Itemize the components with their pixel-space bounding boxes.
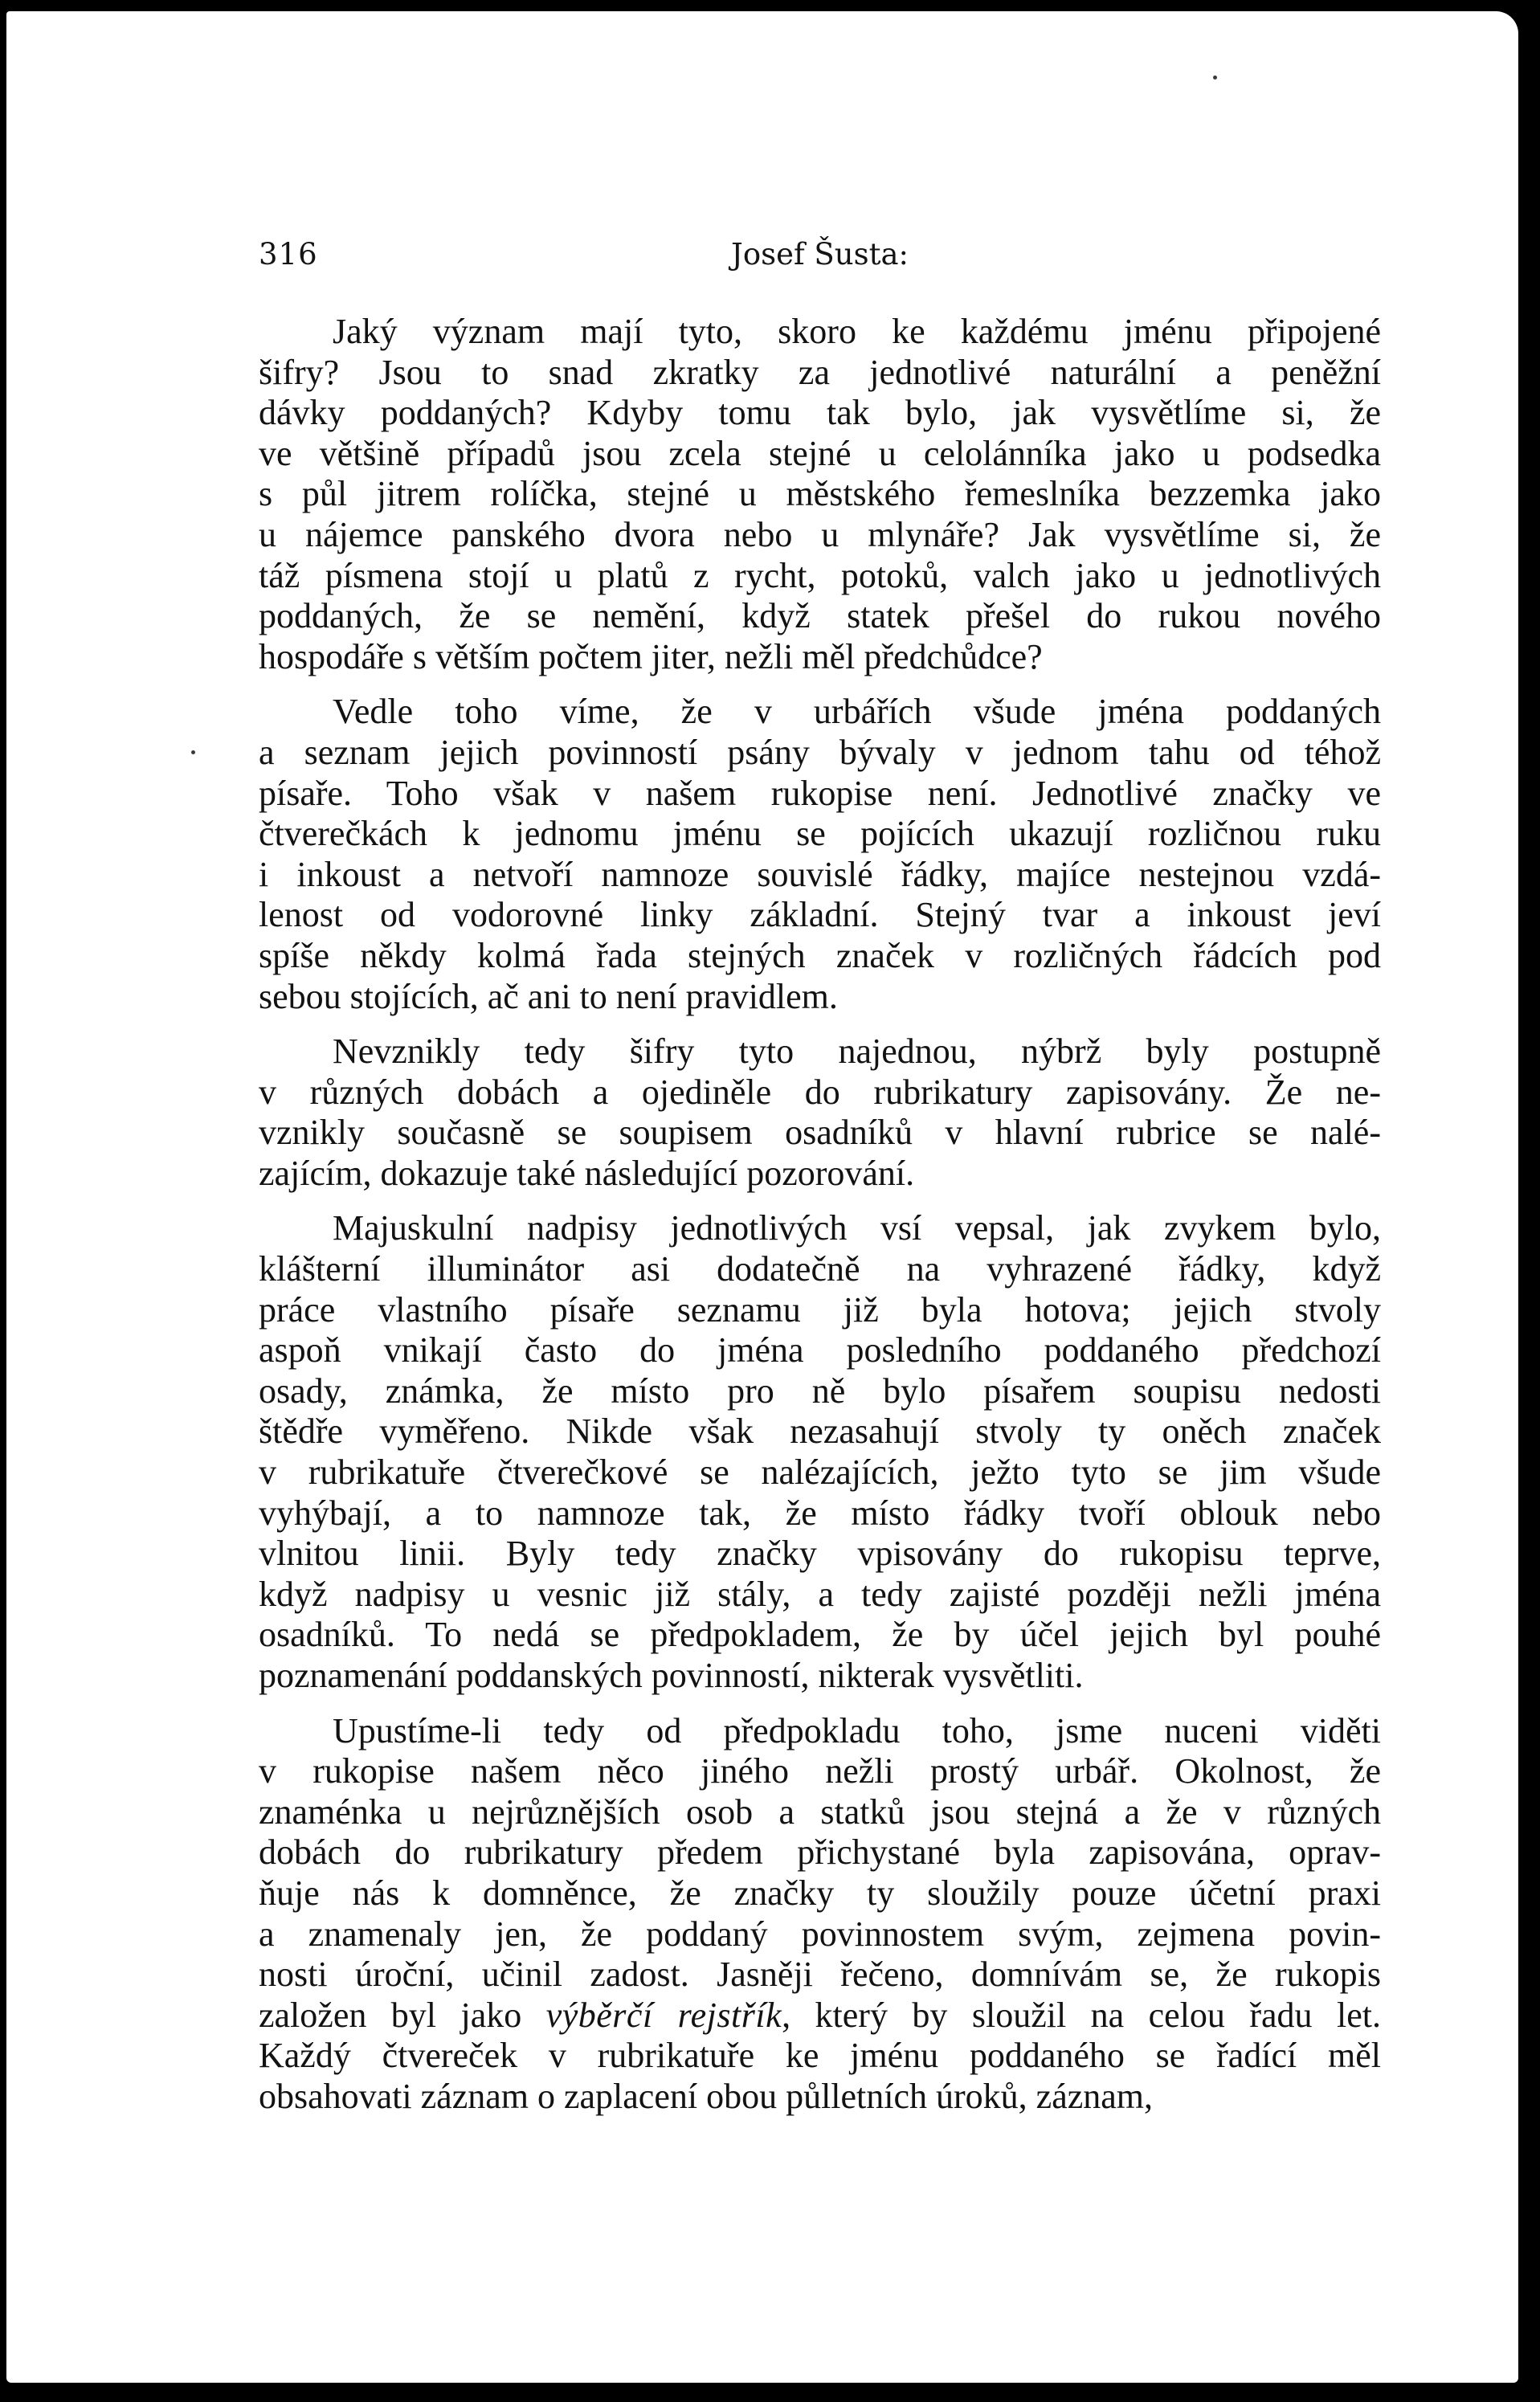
text-line: s půl jitrem rolíčka, stejné u městského řemeslníka bezzemka jako bbox=[259, 474, 1381, 514]
text-line: dávky poddaných? Kdyby tomu tak bylo, jak vysvětlíme si, že bbox=[259, 393, 1381, 433]
text-line: když nadpisy u vesnic již stály, a tedy zajisté později nežli jména bbox=[259, 1574, 1381, 1614]
text-line: vyhýbají, a to namnoze tak, že místo řádky tvoří oblouk nebo bbox=[259, 1493, 1381, 1533]
text-line: lenost od vodorovné linky základní. Stejný tvar a inkoust jeví bbox=[259, 895, 1381, 935]
text-line: osady, známka, že místo pro ně bylo písařem soupisu nedosti bbox=[259, 1371, 1381, 1411]
text-line: osadníků. To nedá se předpokladem, že by účel jejich byl pouhé bbox=[259, 1615, 1381, 1655]
paper-speck bbox=[1213, 76, 1217, 80]
text-line: zajícím, dokazuje také následující pozorování. bbox=[259, 1153, 915, 1193]
body-text bbox=[259, 312, 1381, 2132]
text-line: písaře. Toho však v našem rukopise není. Jednotlivé značky ve bbox=[259, 773, 1381, 813]
text-line: Nevznikly tedy šifry tyto najednou, nýbrž byly postupně bbox=[333, 1031, 1381, 1072]
page-header bbox=[259, 237, 1381, 285]
text-line: Majuskulní nadpisy jednotlivých vsí vepsal, jak zvykem bylo, bbox=[333, 1208, 1381, 1248]
text-line: hospodáře s větším počtem jiter, nežli měl předchůdce? bbox=[259, 636, 1043, 676]
paragraph-4 bbox=[259, 1208, 1381, 1696]
paragraph-5 bbox=[259, 1711, 1381, 2118]
text-line: znaménka u nejrůznějších osob a statků jsou stejná a že v různých bbox=[259, 1791, 1381, 1832]
text-line: štědře vyměřeno. Nikde však nezasahují stvoly ty oněch značek bbox=[259, 1411, 1381, 1452]
text-line: ve většině případů jsou zcela stejné u celolánníka jako u podsedka bbox=[259, 433, 1381, 473]
text-line: i inkoust a netvoří namnoze souvislé řádky, majíce nestejnou vzdá- bbox=[259, 854, 1381, 894]
text-line: v různých dobách a ojediněle do rubrikatury zapisovány. Že ne- bbox=[259, 1072, 1381, 1112]
text-line: Vedle toho víme, že v urbářích všude jména poddaných bbox=[333, 692, 1381, 732]
paper-speck bbox=[191, 750, 195, 754]
text-line: spíše někdy kolmá řada stejných značek v rozličných řádcích pod bbox=[259, 935, 1381, 975]
text-line: Jaký význam mají tyto, skoro ke každému jménu připojené bbox=[333, 312, 1381, 351]
paragraph-2 bbox=[259, 692, 1381, 1017]
text-line: dobách do rubrikatury předem přichystané byla zapisována, oprav- bbox=[259, 1832, 1381, 1873]
text-line: obsahovati záznam o zaplacení obou půlletních úroků, záznam, bbox=[259, 2076, 1154, 2116]
running-title: Josef Šusta: bbox=[730, 237, 909, 272]
paragraph-1 bbox=[259, 312, 1381, 677]
text-line: a znamenaly jen, že poddaný povinnostem svým, zejmena povin- bbox=[259, 1914, 1381, 1954]
text-line: nosti úroční, učinil zadost. Jasněji řečeno, domnívám se, že rukopis bbox=[259, 1955, 1381, 1995]
text-line: poddaných, že se nemění, když statek přešel do rukou nového bbox=[259, 596, 1381, 636]
text-line: Upustíme-li tedy od předpokladu toho, jsme nuceni viděti bbox=[333, 1710, 1381, 1750]
text-line: u nájemce panského dvora nebo u mlynáře? Jak vysvětlíme si, že bbox=[259, 514, 1381, 554]
text-line: čtverečkách k jednomu jménu se pojících ukazují rozličnou ruku bbox=[259, 814, 1381, 854]
text-line: v rukopise našem něco jiného nežli prostý urbář. Okolnost, že bbox=[259, 1751, 1381, 1791]
italic-term: výběrčí rejstřík bbox=[545, 1995, 782, 2035]
paragraph-3 bbox=[259, 1031, 1381, 1194]
text-line: klášterní illuminátor asi dodatečně na vyhrazené řádky, když bbox=[259, 1249, 1381, 1289]
text-line: práce vlastního písaře seznamu již byla hotova; jejich stvoly bbox=[259, 1289, 1381, 1330]
text-line: v rubrikatuře čtverečkové se nalézajících, ježto tyto se jim všude bbox=[259, 1452, 1381, 1493]
text-line: založen byl jako výběrčí rejstřík, který by sloužil na celou řadu let. bbox=[259, 1995, 1381, 2035]
text-line: vznikly současně se soupisem osadníků v hlavní rubrice se nalé- bbox=[259, 1113, 1381, 1153]
page-number: 316 bbox=[259, 237, 318, 272]
text-line: Každý čtvereček v rubrikatuře ke jménu poddaného se řadící měl bbox=[259, 2036, 1381, 2076]
text-line: vlnitou linii. Byly tedy značky vpisovány do rukopisu teprve, bbox=[259, 1534, 1381, 1574]
text-line: aspoň vnikají často do jména posledního poddaného předchozí bbox=[259, 1330, 1381, 1371]
text-line: a seznam jejich povinností psány bývaly v jednom tahu od téhož bbox=[259, 732, 1381, 772]
text-line: šifry? Jsou to snad zkratky za jednotlivé naturální a peněžní bbox=[259, 352, 1381, 392]
text-line: sebou stojících, ač ani to není pravidlem. bbox=[259, 976, 838, 1016]
text-line: táž písmena stojí u platů z rycht, potoků, valch jako u jednotlivých bbox=[259, 555, 1381, 595]
text-line: ňuje nás k domněnce, že značky ty sloužily pouze účetní praxi bbox=[259, 1873, 1381, 1913]
text-line: poznamenání poddanských povinností, nikterak vysvětliti. bbox=[259, 1656, 1084, 1695]
